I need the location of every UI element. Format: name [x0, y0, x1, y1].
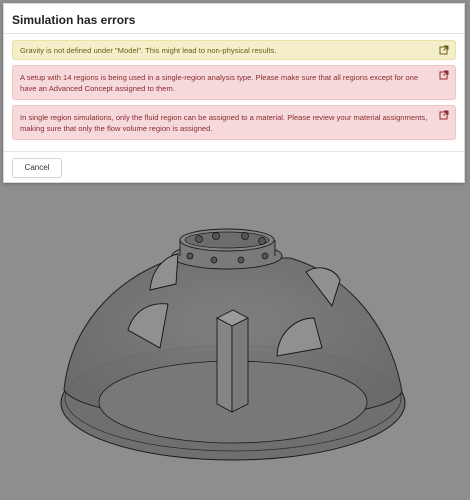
- dialog-header: [4, 4, 464, 34]
- alert-material-error: [12, 105, 456, 140]
- dialog-body: [4, 34, 464, 152]
- alert-regions-error: [12, 65, 456, 100]
- dialog-footer: [4, 152, 464, 183]
- cancel-button[interactable]: Cancel: [12, 158, 62, 178]
- alert-text: Gravity is not defined under "Model". This might lead to non-physical results.: [20, 45, 277, 55]
- external-link-icon[interactable]: [439, 45, 449, 55]
- dialog-title: Simulation has errors: [12, 13, 136, 27]
- alert-gravity-warning: [12, 40, 456, 60]
- external-link-icon[interactable]: [439, 70, 449, 80]
- alert-text: In single region simulations, only the fluid region can be assigned to a material. Please review your material assignments, making sure that only the flow volume region is assigned.: [20, 112, 428, 133]
- alert-text: A setup with 14 regions is being used in a single-region analysis type. Please make sure that all regions except for one have an Advanced Concept assigned to them.: [20, 72, 419, 93]
- external-link-icon[interactable]: [439, 110, 449, 120]
- error-dialog: [3, 3, 465, 183]
